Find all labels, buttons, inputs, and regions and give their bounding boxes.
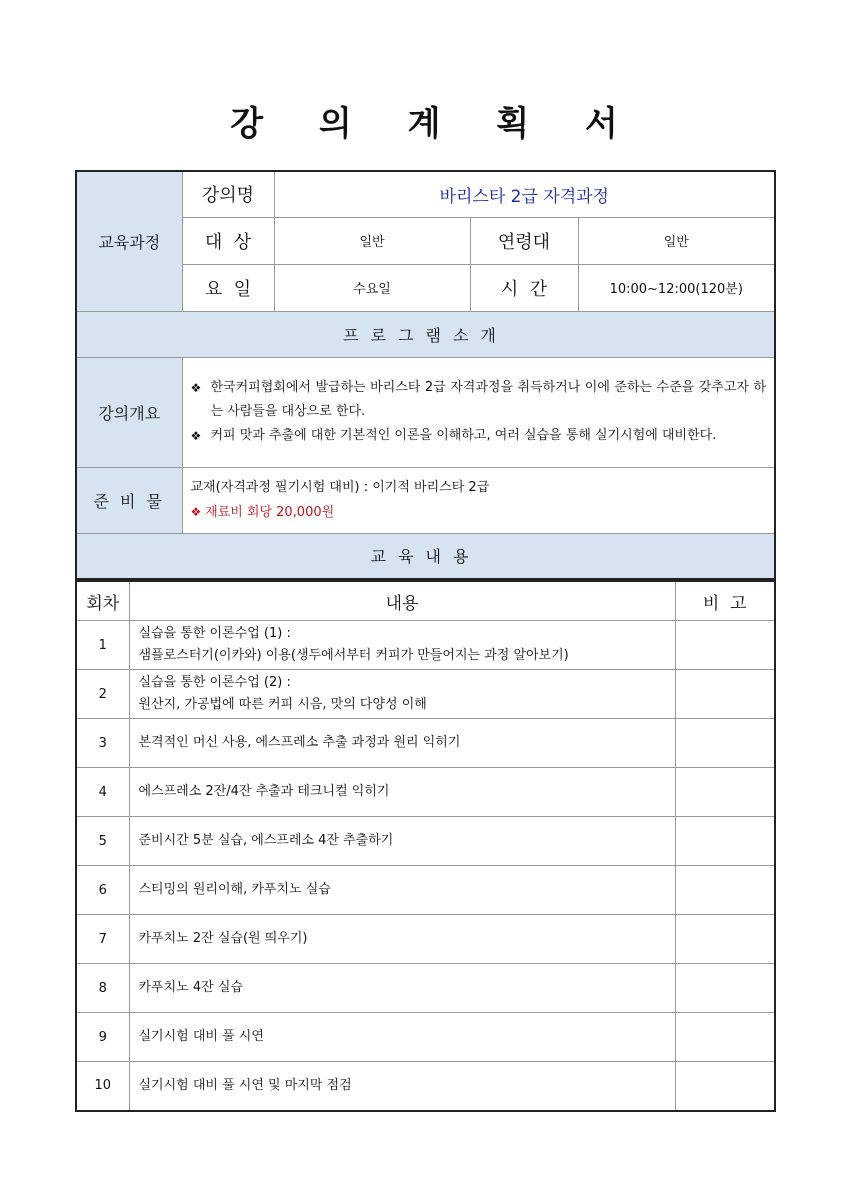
session-content-line: 에스프레소 2잔/4잔 추출과 테크니컬 익히기 <box>138 784 390 799</box>
session-number: 2 <box>76 670 129 719</box>
session-content <box>129 1062 675 1111</box>
curriculum-section-title: 교육내용 <box>76 533 775 579</box>
session-note <box>675 1013 775 1062</box>
time-value: 10:00~12:00(120분) <box>578 264 775 311</box>
list-item <box>191 376 767 424</box>
session-note <box>675 670 775 719</box>
session-note <box>675 964 775 1013</box>
table-row <box>76 719 775 768</box>
table-row <box>76 768 775 817</box>
session-note <box>675 915 775 964</box>
session-content <box>129 915 675 964</box>
diamond-bullet-icon: ❖ <box>190 381 202 395</box>
session-note <box>675 817 775 866</box>
session-content-line: 카푸치노 2잔 실습(원 띄우기) <box>138 931 308 946</box>
session-content-line: 실습을 통한 이론수업 (2) : <box>138 675 291 690</box>
session-number: 3 <box>76 719 129 768</box>
session-content-line: 본격적인 머신 사용, 에스프레소 추출 과정과 원리 익히기 <box>138 735 461 750</box>
list-item <box>191 424 767 448</box>
table-row <box>76 866 775 915</box>
session-content-line: 실습을 통한 이론수업 (1) : <box>138 626 291 641</box>
session-content-line: 카푸치노 4잔 실습 <box>138 980 243 995</box>
curriculum-table <box>75 580 776 1112</box>
session-content <box>129 817 675 866</box>
session-number: 5 <box>76 817 129 866</box>
session-content-line: 실기시험 대비 풀 시연 <box>138 1029 264 1044</box>
table-row <box>76 670 775 719</box>
session-content-line: 실기시험 대비 풀 시연 및 마지막 점검 <box>138 1077 352 1093</box>
course-group-label: 교육과정 <box>76 171 182 311</box>
session-number: 8 <box>76 964 129 1013</box>
day-value: 수요일 <box>274 264 470 311</box>
overview-item-text: 커피 맛과 추출에 대한 기본적인 이론을 이해하고, 여러 실습을 통해 실기시험에 대비한다. <box>210 428 717 443</box>
age-label: 연령대 <box>470 217 578 264</box>
diamond-bullet-icon: ❖ <box>190 429 202 443</box>
content-header: 내용 <box>129 581 675 621</box>
session-note <box>675 719 775 768</box>
session-note <box>675 768 775 817</box>
session-content <box>129 964 675 1013</box>
session-header: 회차 <box>76 581 129 621</box>
table-row <box>76 817 775 866</box>
diamond-bullet-icon: ❖ <box>190 504 206 519</box>
session-number: 6 <box>76 866 129 915</box>
note-header: 비 고 <box>675 581 775 621</box>
session-note <box>675 621 775 670</box>
session-content <box>129 621 675 670</box>
session-content <box>129 719 675 768</box>
table-row <box>76 621 775 670</box>
overview-list <box>182 357 775 467</box>
session-note <box>675 1062 775 1111</box>
prep-label: 준 비 물 <box>76 467 182 533</box>
session-note <box>675 866 775 915</box>
session-number: 7 <box>76 915 129 964</box>
session-content-line: 스티밍의 원리이해, 카푸치노 실습 <box>138 882 331 897</box>
prep-fee-text: 재료비 회당 20,000원 <box>205 504 335 520</box>
document-title: 강 의 계 획 서 <box>230 104 640 144</box>
session-content <box>129 1013 675 1062</box>
session-content <box>129 768 675 817</box>
table-row <box>76 1013 775 1062</box>
target-label: 대 상 <box>182 217 274 264</box>
overview-item-text: 한국커피협회에서 발급하는 바리스타 2급 자격과정을 취득하거나 이에 준하는 수준을 갖추고자 하는 사람들을 대상으로 한다. <box>210 380 767 419</box>
session-content <box>129 670 675 719</box>
course-name-label: 강의명 <box>182 171 274 217</box>
age-value: 일반 <box>578 217 775 264</box>
prep-fee-line <box>191 500 767 525</box>
overview-label: 강의개요 <box>76 357 182 467</box>
session-number: 9 <box>76 1013 129 1062</box>
session-content-line: 원산지, 가공법에 따른 커피 시음, 맛의 다양성 이해 <box>138 697 427 712</box>
session-number: 4 <box>76 768 129 817</box>
session-number: 10 <box>76 1062 129 1111</box>
session-number: 1 <box>76 621 129 670</box>
session-content <box>129 866 675 915</box>
day-label: 요 일 <box>182 264 274 311</box>
course-info-table <box>75 170 776 580</box>
session-content-line: 준비시간 5분 실습, 에스프레소 4잔 추출하기 <box>138 833 394 848</box>
prep-content <box>182 467 775 533</box>
course-name-value: 바리스타 2급 자격과정 <box>274 171 775 217</box>
prep-text: 교재(자격과정 필기시험 대비) : 이기적 바리스타 2급 <box>190 479 490 495</box>
table-row <box>76 964 775 1013</box>
program-section-title: 프로그램소개 <box>76 311 775 357</box>
time-label: 시 간 <box>470 264 578 311</box>
target-value: 일반 <box>274 217 470 264</box>
table-row <box>76 1062 775 1111</box>
table-row <box>76 915 775 964</box>
session-content-line: 샘플로스터기(이카와) 이용(생두에서부터 커피가 만들어지는 과정 알아보기) <box>138 648 569 663</box>
